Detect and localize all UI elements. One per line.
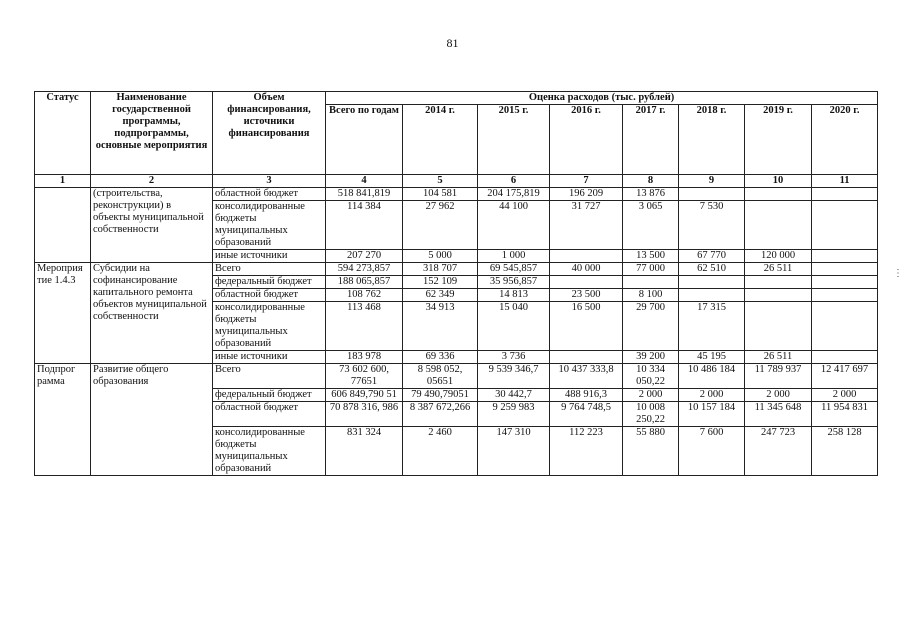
year-value-cell — [812, 201, 878, 250]
year-value-cell: 2 000 — [745, 389, 812, 402]
year-value-cell — [745, 201, 812, 250]
year-value-cell: 35 956,857 — [478, 276, 550, 289]
year-value-cell: 15 040 — [478, 302, 550, 351]
total-value-cell: 518 841,819 — [326, 188, 403, 201]
year-value-cell: 9 539 346,7 — [478, 364, 550, 389]
year-value-cell: 30 442,7 — [478, 389, 550, 402]
year-value-cell — [550, 276, 623, 289]
total-value-cell: 108 762 — [326, 289, 403, 302]
year-value-cell: 40 000 — [550, 263, 623, 276]
header-year: 2014 г. — [403, 105, 478, 175]
header-year: 2017 г. — [623, 105, 679, 175]
program-name-cell: Субсидии на софинансирование капитального ремонта объектов муниципальной собственности — [91, 263, 213, 364]
column-index-row — [35, 175, 878, 188]
year-value-cell: 112 223 — [550, 427, 623, 476]
budget-table — [34, 91, 878, 476]
column-index: 3 — [213, 175, 326, 188]
margin-mark: ⋮ — [893, 268, 903, 279]
year-value-cell: 8 598 052, 05651 — [403, 364, 478, 389]
year-value-cell: 104 581 — [403, 188, 478, 201]
year-value-cell — [679, 276, 745, 289]
column-index: 4 — [326, 175, 403, 188]
year-value-cell: 17 315 — [679, 302, 745, 351]
column-index: 8 — [623, 175, 679, 188]
year-value-cell: 10 008 250,22 — [623, 402, 679, 427]
year-value-cell: 13 500 — [623, 250, 679, 263]
header-expense-estimate: Оценка расходов (тыс. рублей) — [326, 92, 878, 105]
year-value-cell: 7 530 — [679, 201, 745, 250]
year-value-cell — [550, 351, 623, 364]
year-value-cell — [679, 289, 745, 302]
year-value-cell: 67 770 — [679, 250, 745, 263]
year-value-cell: 62 510 — [679, 263, 745, 276]
header-total: Всего по годам — [326, 105, 403, 175]
year-value-cell: 23 500 — [550, 289, 623, 302]
year-value-cell: 29 700 — [623, 302, 679, 351]
total-value-cell: 606 849,790 51 — [326, 389, 403, 402]
funding-source-cell: Всего — [213, 263, 326, 276]
program-name-cell: Развитие общего образования — [91, 364, 213, 476]
year-value-cell: 9 764 748,5 — [550, 402, 623, 427]
year-value-cell: 7 600 — [679, 427, 745, 476]
header-row-1 — [35, 92, 878, 105]
year-value-cell — [812, 276, 878, 289]
year-value-cell: 10 157 184 — [679, 402, 745, 427]
total-value-cell: 831 324 — [326, 427, 403, 476]
total-value-cell: 183 978 — [326, 351, 403, 364]
year-value-cell: 55 880 — [623, 427, 679, 476]
year-value-cell: 12 417 697 — [812, 364, 878, 389]
year-value-cell: 31 727 — [550, 201, 623, 250]
year-value-cell: 69 336 — [403, 351, 478, 364]
year-value-cell: 247 723 — [745, 427, 812, 476]
year-value-cell — [745, 289, 812, 302]
status-cell: Подпрог рамма — [35, 364, 91, 476]
year-value-cell: 14 813 — [478, 289, 550, 302]
year-value-cell: 5 000 — [403, 250, 478, 263]
year-value-cell — [812, 250, 878, 263]
column-index: 9 — [679, 175, 745, 188]
year-value-cell: 3 065 — [623, 201, 679, 250]
funding-source-cell: областной бюджет — [213, 289, 326, 302]
year-value-cell — [812, 263, 878, 276]
year-value-cell: 10 334 050,22 — [623, 364, 679, 389]
table-row — [35, 188, 878, 201]
year-value-cell: 10 486 184 — [679, 364, 745, 389]
year-value-cell: 2 000 — [623, 389, 679, 402]
year-value-cell: 45 195 — [679, 351, 745, 364]
funding-source-cell: иные источники — [213, 250, 326, 263]
header-year: 2020 г. — [812, 105, 878, 175]
funding-source-cell: консолидированные бюджеты муниципальных образований — [213, 302, 326, 351]
year-value-cell: 2 000 — [812, 389, 878, 402]
table-body — [35, 188, 878, 476]
total-value-cell: 113 468 — [326, 302, 403, 351]
year-value-cell: 152 109 — [403, 276, 478, 289]
total-value-cell: 73 602 600, 77651 — [326, 364, 403, 389]
year-value-cell: 34 913 — [403, 302, 478, 351]
header-year: 2019 г. — [745, 105, 812, 175]
column-index: 10 — [745, 175, 812, 188]
total-value-cell: 114 384 — [326, 201, 403, 250]
year-value-cell: 9 259 983 — [478, 402, 550, 427]
column-index: 2 — [91, 175, 213, 188]
year-value-cell: 147 310 — [478, 427, 550, 476]
header-year: 2018 г. — [679, 105, 745, 175]
header-year: 2015 г. — [478, 105, 550, 175]
year-value-cell: 16 500 — [550, 302, 623, 351]
year-value-cell — [623, 276, 679, 289]
table-row — [35, 364, 878, 389]
funding-source-cell: иные источники — [213, 351, 326, 364]
funding-source-cell: федеральный бюджет — [213, 276, 326, 289]
year-value-cell — [812, 351, 878, 364]
year-value-cell: 10 437 333,8 — [550, 364, 623, 389]
year-value-cell: 79 490,79051 — [403, 389, 478, 402]
column-index: 7 — [550, 175, 623, 188]
year-value-cell: 62 349 — [403, 289, 478, 302]
total-value-cell: 594 273,857 — [326, 263, 403, 276]
year-value-cell: 204 175,819 — [478, 188, 550, 201]
funding-source-cell: областной бюджет — [213, 188, 326, 201]
year-value-cell: 318 707 — [403, 263, 478, 276]
year-value-cell: 8 100 — [623, 289, 679, 302]
year-value-cell: 44 100 — [478, 201, 550, 250]
year-value-cell: 39 200 — [623, 351, 679, 364]
status-cell: Мероприя тие 1.4.3 — [35, 263, 91, 364]
year-value-cell: 13 876 — [623, 188, 679, 201]
year-value-cell — [679, 188, 745, 201]
column-index: 11 — [812, 175, 878, 188]
year-value-cell — [745, 188, 812, 201]
year-value-cell — [812, 302, 878, 351]
program-name-cell: (строительства, реконструкции) в объекты муниципальной собственности — [91, 188, 213, 263]
total-value-cell: 70 878 316, 986 — [326, 402, 403, 427]
year-value-cell: 488 916,3 — [550, 389, 623, 402]
funding-source-cell: Всего — [213, 364, 326, 389]
year-value-cell: 3 736 — [478, 351, 550, 364]
column-index: 5 — [403, 175, 478, 188]
header-status: Статус — [35, 92, 91, 175]
year-value-cell: 26 511 — [745, 263, 812, 276]
year-value-cell: 11 954 831 — [812, 402, 878, 427]
year-value-cell: 2 000 — [679, 389, 745, 402]
year-value-cell: 2 460 — [403, 427, 478, 476]
status-cell — [35, 188, 91, 263]
page-number: 81 — [446, 36, 459, 50]
total-value-cell: 207 270 — [326, 250, 403, 263]
year-value-cell: 77 000 — [623, 263, 679, 276]
year-value-cell — [745, 302, 812, 351]
column-index: 1 — [35, 175, 91, 188]
year-value-cell: 11 345 648 — [745, 402, 812, 427]
year-value-cell: 69 545,857 — [478, 263, 550, 276]
header-volume: Объем финансирования, источники финансирования — [213, 92, 326, 175]
year-value-cell: 1 000 — [478, 250, 550, 263]
year-value-cell: 27 962 — [403, 201, 478, 250]
column-index: 6 — [478, 175, 550, 188]
funding-source-cell: консолидированные бюджеты муниципальных образований — [213, 427, 326, 476]
funding-source-cell: федеральный бюджет — [213, 389, 326, 402]
funding-source-cell: областной бюджет — [213, 402, 326, 427]
year-value-cell: 258 128 — [812, 427, 878, 476]
year-value-cell: 196 209 — [550, 188, 623, 201]
year-value-cell — [550, 250, 623, 263]
table-row — [35, 263, 878, 276]
year-value-cell: 120 000 — [745, 250, 812, 263]
total-value-cell: 188 065,857 — [326, 276, 403, 289]
year-value-cell: 11 789 937 — [745, 364, 812, 389]
year-value-cell: 8 387 672,266 — [403, 402, 478, 427]
year-value-cell — [812, 188, 878, 201]
funding-source-cell: консолидированные бюджеты муниципальных образований — [213, 201, 326, 250]
year-value-cell — [745, 276, 812, 289]
header-name: Наименование государственной программы, подпрограммы, основные мероприятия — [91, 92, 213, 175]
header-year: 2016 г. — [550, 105, 623, 175]
year-value-cell: 26 511 — [745, 351, 812, 364]
year-value-cell — [812, 289, 878, 302]
